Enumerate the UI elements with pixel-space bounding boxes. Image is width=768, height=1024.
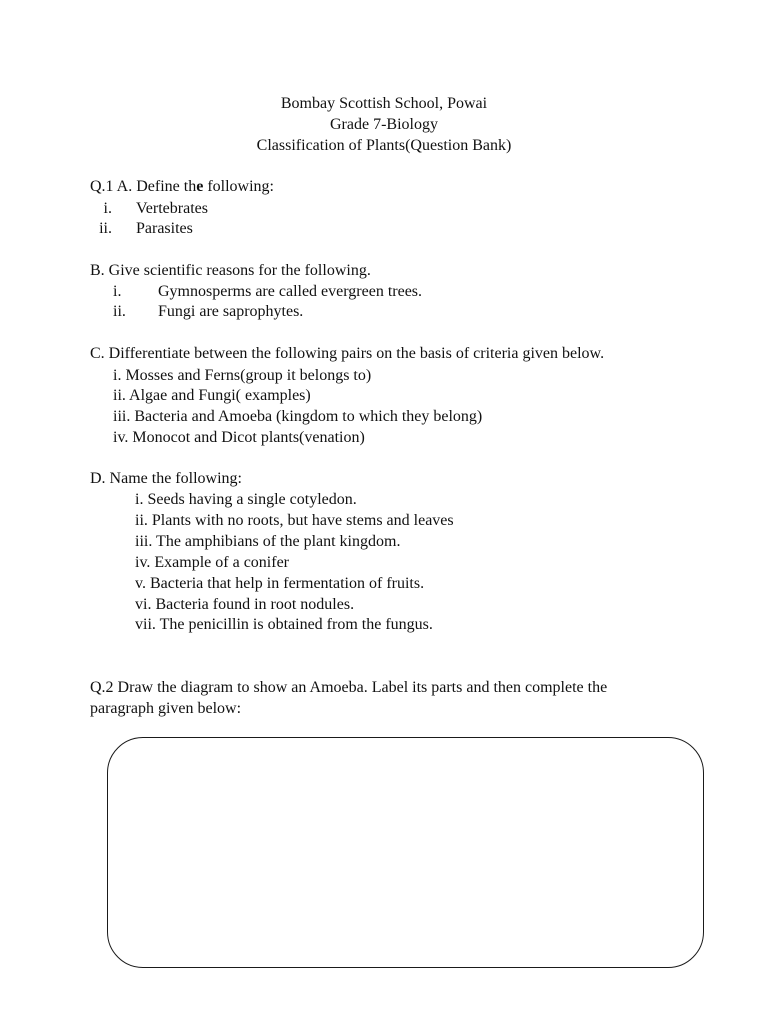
q1c-item-2: ii. Algae and Fungi( examples) [113,387,311,404]
q1b-prompt: B. Give scientific reasons for the following. [90,262,371,279]
document-title: Classification of Plants(Question Bank) [256,137,512,154]
q1d-item-5: v. Bacteria that help in fermentation of fruits. [135,575,425,592]
q1d-item-3: iii. The amphibians of the plant kingdom. [135,533,401,550]
q1a-item-1: Vertebrates [136,200,208,217]
q1a-item-2: Parasites [136,220,193,237]
grade-subject: Grade 7-Biology [330,116,438,133]
q1d-item-4: iv. Example of a conifer [135,554,290,571]
school-name: Bombay Scottish School, Powai [280,95,488,112]
q1d-item-1: i. Seeds having a single cotyledon. [135,491,357,508]
q2-prompt-line-2: paragraph given below: [90,700,242,717]
q1a-item-2-number: ii. [99,220,112,237]
q1d-item-2: ii. Plants with no roots, but have stems and leaves [135,512,454,529]
q1c-item-1: i. Mosses and Ferns(group it belongs to) [113,367,372,384]
q1b-item-1-number: i. [113,283,122,300]
q1c-item-3: iii. Bacteria and Amoeba (kingdom to which they belong) [113,408,483,425]
q2-prompt-line-1: Q.2 Draw the diagram to show an Amoeba. Label its parts and then complete the [90,679,608,696]
q1b-item-2-number: ii. [113,303,126,320]
q1c-prompt: C. Differentiate between the following pairs on the basis of criteria given below. [90,345,605,362]
q1a-item-1-number: i. [103,200,112,217]
q1d-prompt: D. Name the following: [90,470,242,487]
q1d-item-6: vi. Bacteria found in root nodules. [135,596,355,613]
q1b-item-2: Fungi are saprophytes. [158,303,304,320]
diagram-drawing-box [107,737,704,968]
q1d-item-7: vii. The penicillin is obtained from the fungus. [135,616,433,633]
q1b-item-1: Gymnosperms are called evergreen trees. [158,283,423,300]
q1c-item-4: iv. Monocot and Dicot plants(venation) [113,429,365,446]
q1a-prompt: Q.1 A. Define the following: [90,178,274,195]
